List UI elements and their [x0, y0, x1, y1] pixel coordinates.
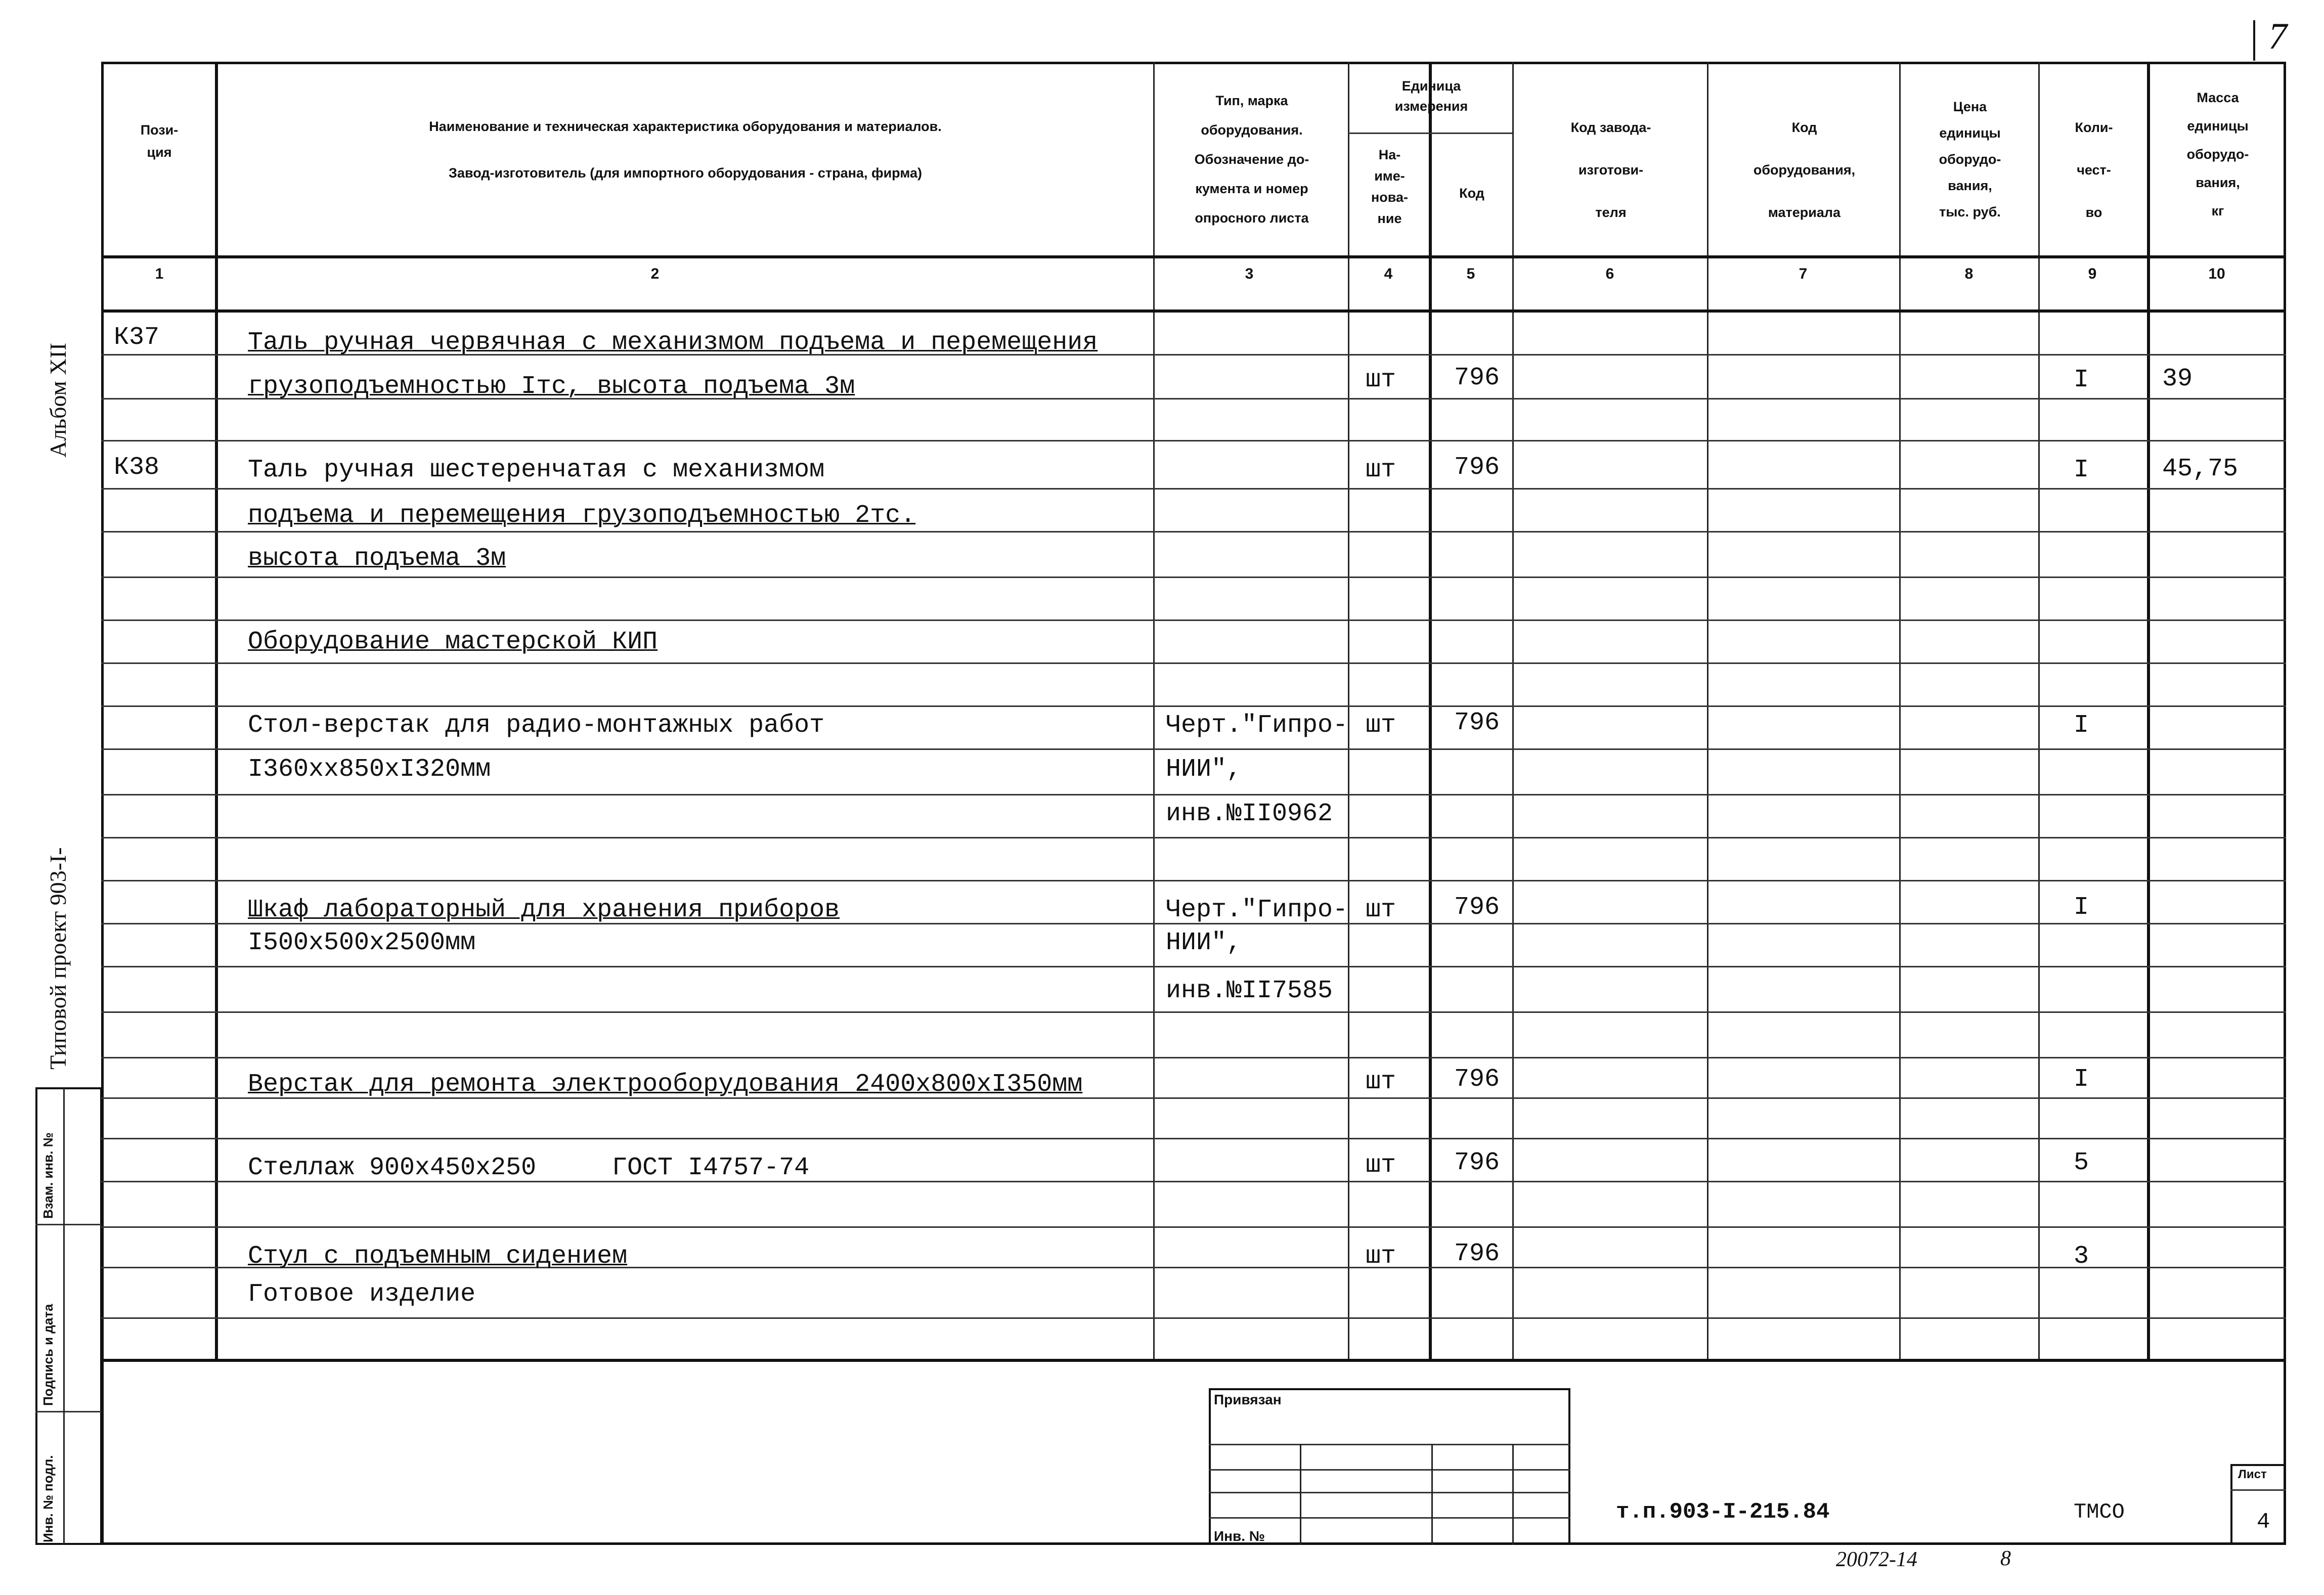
stamp-replace-inv: Взам. инв. №: [40, 1132, 56, 1219]
unit-name: шт: [1366, 366, 1396, 394]
doc-ref: инв.№II7585: [1166, 977, 1333, 1005]
privyazan-label: Привязан: [1214, 1392, 1282, 1407]
unit-name: шт: [1366, 1242, 1396, 1271]
doc-ref: Черт."Гипро-: [1166, 896, 1348, 924]
unit-name: шт: [1366, 1068, 1396, 1096]
col-num-10: 10: [2208, 265, 2225, 282]
bottom-code: 20072-14: [1836, 1548, 1917, 1571]
header-name-line2: Завод-изготовитель (для импортного оборудования - страна, фирма): [449, 165, 922, 181]
stamp-inv-orig: Инв. № подл.: [40, 1455, 56, 1542]
title-block: [1209, 1388, 1570, 1545]
unit-code: 796: [1454, 1065, 1500, 1094]
header-equipment-code: Код оборудования, материала: [1753, 120, 1856, 220]
inv-no-label: Инв. №: [1214, 1528, 1265, 1544]
mass: 45,75: [2162, 455, 2239, 483]
item-note: Готовое изделие: [248, 1280, 476, 1309]
unit-code: 796: [1454, 453, 1500, 482]
bottom-number: 8: [2000, 1547, 2011, 1570]
unit-code: 796: [1454, 893, 1500, 922]
mass: 39: [2162, 365, 2193, 393]
quantity: I: [2074, 893, 2089, 922]
quantity: I: [2074, 711, 2089, 740]
page-number-mark: [2253, 20, 2255, 61]
col-num-8: 8: [1964, 265, 1974, 282]
header-type: Тип, марка оборудования. Обозначение до- кумента и номер опросного листа: [1194, 93, 1309, 226]
item-dimensions: I360хх850хI320мм: [248, 755, 491, 784]
unit-code: 796: [1454, 1148, 1500, 1177]
item-name: Верстак для ремонта электрооборудования 2400х800хI350мм: [248, 1070, 1083, 1099]
section-title: Оборудование мастерской КИП: [248, 628, 658, 656]
sheet-label: Лист: [2238, 1468, 2267, 1481]
sheet-number: 4: [2257, 1510, 2270, 1535]
item-name: Стул с подъемным сидением: [248, 1242, 628, 1271]
item-name: Таль ручная червячная с механизмом подъема и перемещения: [248, 328, 1098, 357]
doc-ref: инв.№II0962: [1166, 800, 1333, 828]
col-num-7: 7: [1799, 265, 1808, 282]
quantity: 5: [2074, 1148, 2089, 1177]
header-position: Пози- ция: [140, 122, 179, 160]
item-name: Шкаф лабораторный для хранения приборов: [248, 896, 840, 924]
doc-ref: НИИ",: [1166, 928, 1242, 957]
col-num-4: 4: [1384, 265, 1393, 282]
pos-k38: К38: [114, 453, 160, 482]
doc-ref: НИИ",: [1166, 755, 1242, 784]
header-name-line1: Наименование и техническая характеристика оборудования и материалов.: [429, 119, 942, 134]
header-unit-code: Код: [1459, 186, 1484, 201]
quantity: I: [2074, 366, 2089, 394]
header-factory-code: Код завода- изготови- теля: [1570, 120, 1651, 220]
col-num-5: 5: [1466, 265, 1475, 282]
album-label: Альбом XII: [45, 342, 71, 458]
unit-code: 796: [1454, 708, 1500, 737]
header-unit-name: На- име- нова- ние: [1371, 147, 1409, 226]
pos-k37: К37: [114, 323, 160, 352]
item-name: подъема и перемещения грузоподъемностью 2тс.: [248, 501, 916, 530]
doc-code: т.п.903-I-215.84: [1616, 1499, 1830, 1525]
col-num-9: 9: [2088, 265, 2097, 282]
quantity: 3: [2074, 1242, 2089, 1271]
doc-ref: Черт."Гипро-: [1166, 711, 1348, 740]
item-name: Стол-верстак для радио-монтажных работ: [248, 711, 825, 740]
col-num-3: 3: [1245, 265, 1254, 282]
unit-name: шт: [1366, 711, 1396, 740]
unit-name: шт: [1366, 1151, 1396, 1180]
unit-code: 796: [1454, 364, 1500, 392]
header-price: Цена единицы оборудо- вания, тыс. руб.: [1939, 99, 2001, 219]
col-num-2: 2: [650, 265, 660, 282]
project-label: Типовой проект 903-I-: [45, 847, 71, 1070]
header-mass: Масса единицы оборудо- вания, кг: [2186, 90, 2249, 218]
item-name: высота подъема 3м: [248, 544, 506, 573]
unit-name: шт: [1366, 896, 1396, 924]
unit-code: 796: [1454, 1239, 1500, 1268]
item-name: Таль ручная шестеренчатая с механизмом: [248, 456, 825, 484]
page-number: 7: [2268, 16, 2287, 57]
stamp-sign-date: Подпись и дата: [40, 1304, 56, 1406]
unit-name: шт: [1366, 456, 1396, 484]
col-num-1: 1: [155, 265, 164, 282]
item-name: Стеллаж 900х450х250 ГОСТ I4757-74: [248, 1154, 810, 1182]
item-name: грузоподъемностью Iтс, высота подъема 3м: [248, 372, 855, 401]
item-dimensions: I500х500х2500мм: [248, 928, 476, 957]
col-num-6: 6: [1605, 265, 1614, 282]
org-label: ТМСО: [2074, 1500, 2125, 1524]
quantity: I: [2074, 456, 2089, 484]
header-quantity: Коли- чест- во: [2075, 120, 2113, 220]
header-unit-group-label: Единица измерения: [1394, 78, 1468, 114]
quantity: I: [2074, 1065, 2089, 1094]
